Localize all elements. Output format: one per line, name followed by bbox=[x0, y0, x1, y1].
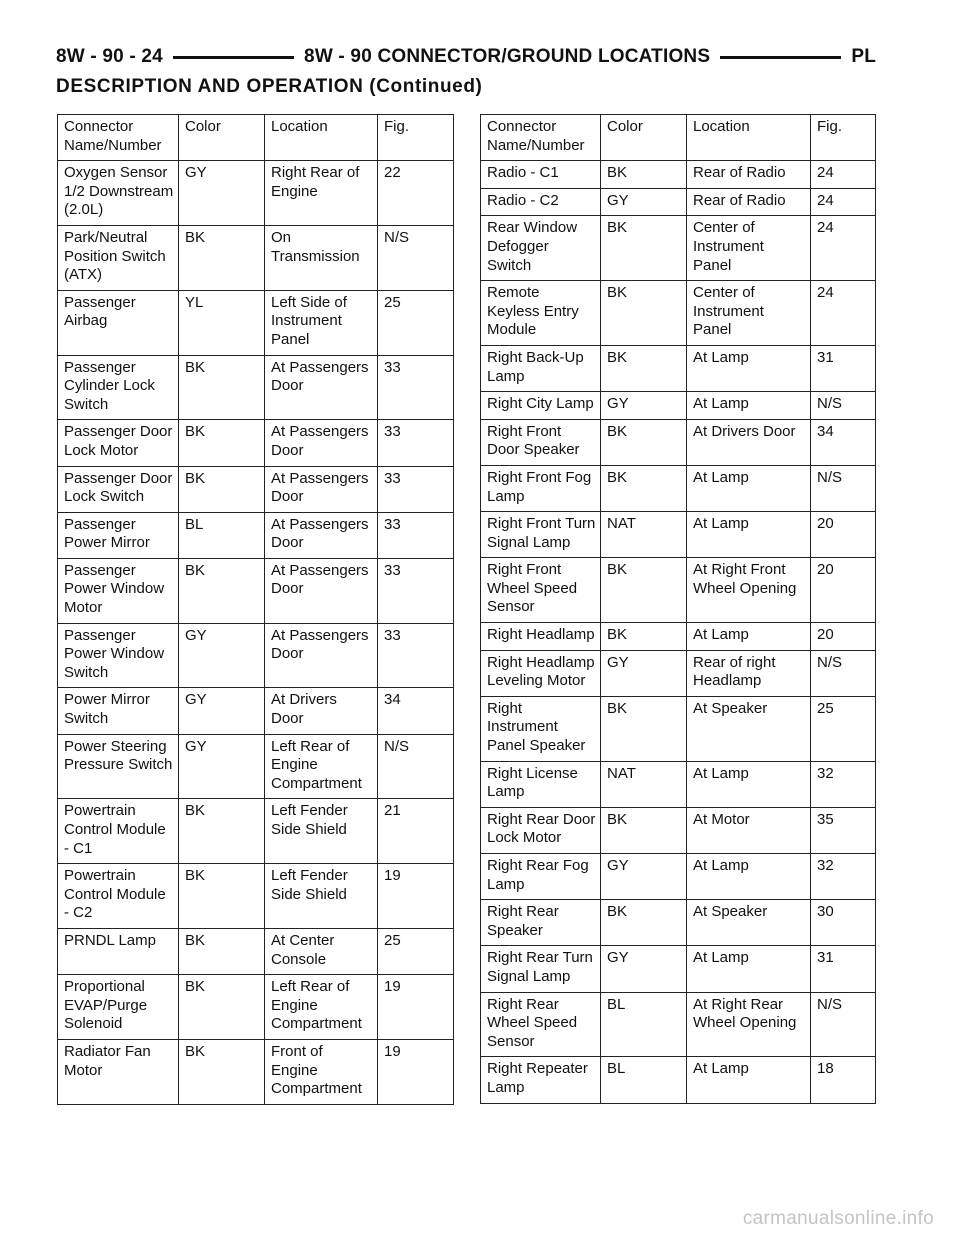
fig-cell: 31 bbox=[811, 946, 876, 992]
connector-table-left bbox=[57, 114, 454, 1105]
location-cell: At Lamp bbox=[687, 512, 811, 558]
color-cell: BL bbox=[179, 512, 265, 558]
location-cell: Left Rear of Engine Compartment bbox=[265, 734, 378, 799]
color-cell: BK bbox=[179, 864, 265, 929]
color-cell: GY bbox=[601, 650, 687, 696]
location-cell: At Right Front Wheel Opening bbox=[687, 558, 811, 623]
color-cell: BK bbox=[601, 807, 687, 853]
color-cell: GY bbox=[601, 392, 687, 420]
fig-cell: 33 bbox=[378, 355, 454, 420]
fig-cell: N/S bbox=[811, 650, 876, 696]
location-cell: At Drivers Door bbox=[687, 419, 811, 465]
connector-name-cell: Passenger Door Lock Motor bbox=[58, 420, 179, 466]
table-row bbox=[58, 161, 454, 226]
table-row bbox=[481, 392, 876, 420]
location-cell: At Lamp bbox=[687, 465, 811, 511]
table-row bbox=[58, 864, 454, 929]
connector-name-cell: Right Rear Wheel Speed Sensor bbox=[481, 992, 601, 1057]
color-cell: BK bbox=[179, 1039, 265, 1104]
connector-name-cell: Proportional EVAP/Purge Solenoid bbox=[58, 975, 179, 1040]
table-row bbox=[58, 466, 454, 512]
fig-cell: 18 bbox=[811, 1057, 876, 1103]
location-cell: At Passengers Door bbox=[265, 355, 378, 420]
page-ref: 8W - 90 - 24 bbox=[56, 46, 163, 67]
location-cell: At Passengers Door bbox=[265, 512, 378, 558]
fig-cell: 32 bbox=[811, 854, 876, 900]
fig-cell: 24 bbox=[811, 188, 876, 216]
fig-cell: N/S bbox=[811, 992, 876, 1057]
table-row bbox=[58, 355, 454, 420]
fig-cell: 19 bbox=[378, 975, 454, 1040]
location-cell: At Lamp bbox=[687, 854, 811, 900]
connector-table-right bbox=[480, 114, 876, 1104]
location-cell: At Motor bbox=[687, 807, 811, 853]
connector-name-cell: Right Back-Up Lamp bbox=[481, 345, 601, 391]
location-cell: Rear of Radio bbox=[687, 188, 811, 216]
fig-cell: 31 bbox=[811, 345, 876, 391]
location-cell: On Transmission bbox=[265, 225, 378, 290]
table-row bbox=[481, 345, 876, 391]
location-cell: Right Rear of Engine bbox=[265, 161, 378, 226]
connector-name-cell: Right Instrument Panel Speaker bbox=[481, 696, 601, 761]
column-header: Location bbox=[265, 115, 378, 161]
table-row bbox=[58, 975, 454, 1040]
connector-name-cell: Right Rear Turn Signal Lamp bbox=[481, 946, 601, 992]
table-row bbox=[481, 161, 876, 189]
table-row bbox=[58, 799, 454, 864]
color-cell: BK bbox=[179, 975, 265, 1040]
table-row bbox=[481, 188, 876, 216]
connector-name-cell: Right Front Turn Signal Lamp bbox=[481, 512, 601, 558]
connector-name-cell: Right Front Fog Lamp bbox=[481, 465, 601, 511]
color-cell: BK bbox=[179, 799, 265, 864]
connector-name-cell: Right Repeater Lamp bbox=[481, 1057, 601, 1103]
fig-cell: 24 bbox=[811, 216, 876, 281]
table-row bbox=[481, 900, 876, 946]
location-cell: Left Side of Instrument Panel bbox=[265, 290, 378, 355]
location-cell: Front of Engine Compartment bbox=[265, 1039, 378, 1104]
connector-name-cell: Passenger Power Window Switch bbox=[58, 623, 179, 688]
location-cell: At Center Console bbox=[265, 928, 378, 974]
connector-name-cell: Right Front Door Speaker bbox=[481, 419, 601, 465]
table-row bbox=[481, 650, 876, 696]
table-row bbox=[58, 512, 454, 558]
location-cell: Left Fender Side Shield bbox=[265, 799, 378, 864]
header-rule-left bbox=[173, 56, 294, 59]
connector-name-cell: Powertrain Control Module - C1 bbox=[58, 799, 179, 864]
fig-cell: N/S bbox=[811, 465, 876, 511]
connector-name-cell: Right License Lamp bbox=[481, 761, 601, 807]
color-cell: NAT bbox=[601, 512, 687, 558]
connector-name-cell: Park/Neutral Position Switch (ATX) bbox=[58, 225, 179, 290]
column-header: Fig. bbox=[811, 115, 876, 161]
table-row bbox=[58, 225, 454, 290]
fig-cell: 24 bbox=[811, 281, 876, 346]
location-cell: Rear of right Headlamp bbox=[687, 650, 811, 696]
table-row bbox=[481, 558, 876, 623]
fig-cell: 35 bbox=[811, 807, 876, 853]
table-header-row bbox=[58, 115, 454, 161]
color-cell: BK bbox=[601, 419, 687, 465]
fig-cell: 30 bbox=[811, 900, 876, 946]
color-cell: BK bbox=[179, 355, 265, 420]
table-row bbox=[58, 688, 454, 734]
location-cell: At Lamp bbox=[687, 761, 811, 807]
color-cell: BK bbox=[179, 420, 265, 466]
table-row bbox=[58, 1039, 454, 1104]
table-row bbox=[58, 290, 454, 355]
fig-cell: 20 bbox=[811, 512, 876, 558]
column-header: Fig. bbox=[378, 115, 454, 161]
fig-cell: 22 bbox=[378, 161, 454, 226]
connector-name-cell: PRNDL Lamp bbox=[58, 928, 179, 974]
column-header: Connector Name/Number bbox=[58, 115, 179, 161]
color-cell: BK bbox=[601, 900, 687, 946]
model-code: PL bbox=[851, 46, 877, 67]
fig-cell: 19 bbox=[378, 864, 454, 929]
location-cell: At Passengers Door bbox=[265, 466, 378, 512]
fig-cell: 34 bbox=[378, 688, 454, 734]
color-cell: BK bbox=[601, 558, 687, 623]
connector-name-cell: Right Rear Door Lock Motor bbox=[481, 807, 601, 853]
color-cell: GY bbox=[601, 188, 687, 216]
fig-cell: 24 bbox=[811, 161, 876, 189]
watermark: carmanualsonline.info bbox=[742, 1208, 934, 1229]
table-row bbox=[481, 854, 876, 900]
table-row bbox=[481, 992, 876, 1057]
table-row bbox=[58, 558, 454, 623]
color-cell: GY bbox=[179, 161, 265, 226]
connector-name-cell: Oxygen Sensor 1/2 Downstream (2.0L) bbox=[58, 161, 179, 226]
fig-cell: 25 bbox=[811, 696, 876, 761]
color-cell: YL bbox=[179, 290, 265, 355]
location-cell: At Right Rear Wheel Opening bbox=[687, 992, 811, 1057]
color-cell: GY bbox=[179, 623, 265, 688]
color-cell: GY bbox=[179, 688, 265, 734]
location-cell: At Lamp bbox=[687, 946, 811, 992]
fig-cell: 25 bbox=[378, 290, 454, 355]
connector-name-cell: Right Headlamp bbox=[481, 623, 601, 651]
column-header: Color bbox=[601, 115, 687, 161]
location-cell: Left Rear of Engine Compartment bbox=[265, 975, 378, 1040]
color-cell: BK bbox=[179, 466, 265, 512]
fig-cell: 25 bbox=[378, 928, 454, 974]
table-row bbox=[481, 1057, 876, 1103]
color-cell: BL bbox=[601, 1057, 687, 1103]
location-cell: At Lamp bbox=[687, 623, 811, 651]
connector-name-cell: Radio - C2 bbox=[481, 188, 601, 216]
location-cell: Left Fender Side Shield bbox=[265, 864, 378, 929]
fig-cell: 33 bbox=[378, 512, 454, 558]
connector-name-cell: Passenger Cylinder Lock Switch bbox=[58, 355, 179, 420]
color-cell: GY bbox=[179, 734, 265, 799]
color-cell: BK bbox=[601, 623, 687, 651]
table-row bbox=[481, 281, 876, 346]
table-row bbox=[481, 696, 876, 761]
connector-name-cell: Passenger Power Window Motor bbox=[58, 558, 179, 623]
location-cell: Center of Instrument Panel bbox=[687, 216, 811, 281]
fig-cell: 20 bbox=[811, 558, 876, 623]
table-row bbox=[58, 623, 454, 688]
fig-cell: 34 bbox=[811, 419, 876, 465]
table-row bbox=[481, 946, 876, 992]
location-cell: At Passengers Door bbox=[265, 420, 378, 466]
color-cell: BK bbox=[179, 558, 265, 623]
fig-cell: 33 bbox=[378, 466, 454, 512]
column-header: Location bbox=[687, 115, 811, 161]
location-cell: At Lamp bbox=[687, 345, 811, 391]
connector-name-cell: Radio - C1 bbox=[481, 161, 601, 189]
location-cell: Rear of Radio bbox=[687, 161, 811, 189]
connector-name-cell: Right City Lamp bbox=[481, 392, 601, 420]
table-row bbox=[481, 512, 876, 558]
location-cell: At Passengers Door bbox=[265, 558, 378, 623]
color-cell: BK bbox=[179, 928, 265, 974]
table-row bbox=[481, 419, 876, 465]
location-cell: At Speaker bbox=[687, 900, 811, 946]
location-cell: At Speaker bbox=[687, 696, 811, 761]
table-row bbox=[481, 761, 876, 807]
color-cell: BK bbox=[601, 696, 687, 761]
table-header-row bbox=[481, 115, 876, 161]
fig-cell: N/S bbox=[811, 392, 876, 420]
connector-name-cell: Passenger Airbag bbox=[58, 290, 179, 355]
color-cell: GY bbox=[601, 946, 687, 992]
connector-name-cell: Right Rear Fog Lamp bbox=[481, 854, 601, 900]
table-row bbox=[58, 928, 454, 974]
section-title: 8W - 90 CONNECTOR/GROUND LOCATIONS bbox=[304, 46, 711, 67]
fig-cell: 21 bbox=[378, 799, 454, 864]
section-subtitle: DESCRIPTION AND OPERATION (Continued) bbox=[56, 76, 483, 97]
fig-cell: 33 bbox=[378, 558, 454, 623]
column-header: Color bbox=[179, 115, 265, 161]
color-cell: GY bbox=[601, 854, 687, 900]
fig-cell: 32 bbox=[811, 761, 876, 807]
connector-name-cell: Power Steering Pressure Switch bbox=[58, 734, 179, 799]
table-row bbox=[481, 465, 876, 511]
color-cell: BK bbox=[601, 345, 687, 391]
fig-cell: N/S bbox=[378, 225, 454, 290]
connector-name-cell: Right Headlamp Leveling Motor bbox=[481, 650, 601, 696]
color-cell: BK bbox=[179, 225, 265, 290]
connector-name-cell: Remote Keyless Entry Module bbox=[481, 281, 601, 346]
connector-name-cell: Power Mirror Switch bbox=[58, 688, 179, 734]
fig-cell: 33 bbox=[378, 420, 454, 466]
color-cell: BL bbox=[601, 992, 687, 1057]
connector-name-cell: Passenger Door Lock Switch bbox=[58, 466, 179, 512]
color-cell: BK bbox=[601, 281, 687, 346]
fig-cell: 20 bbox=[811, 623, 876, 651]
connector-name-cell: Right Front Wheel Speed Sensor bbox=[481, 558, 601, 623]
table-row bbox=[58, 420, 454, 466]
location-cell: At Passengers Door bbox=[265, 623, 378, 688]
table-row bbox=[481, 623, 876, 651]
connector-name-cell: Radiator Fan Motor bbox=[58, 1039, 179, 1104]
column-header: Connector Name/Number bbox=[481, 115, 601, 161]
connector-name-cell: Rear Window Defogger Switch bbox=[481, 216, 601, 281]
header-rule-right bbox=[720, 56, 841, 59]
fig-cell: 33 bbox=[378, 623, 454, 688]
connector-name-cell: Passenger Power Mirror bbox=[58, 512, 179, 558]
page-header bbox=[56, 44, 876, 70]
location-cell: At Drivers Door bbox=[265, 688, 378, 734]
connector-name-cell: Powertrain Control Module - C2 bbox=[58, 864, 179, 929]
fig-cell: N/S bbox=[378, 734, 454, 799]
color-cell: NAT bbox=[601, 761, 687, 807]
connector-name-cell: Right Rear Speaker bbox=[481, 900, 601, 946]
fig-cell: 19 bbox=[378, 1039, 454, 1104]
table-row bbox=[481, 216, 876, 281]
location-cell: At Lamp bbox=[687, 392, 811, 420]
color-cell: BK bbox=[601, 161, 687, 189]
location-cell: Center of Instrument Panel bbox=[687, 281, 811, 346]
location-cell: At Lamp bbox=[687, 1057, 811, 1103]
color-cell: BK bbox=[601, 465, 687, 511]
color-cell: BK bbox=[601, 216, 687, 281]
table-row bbox=[58, 734, 454, 799]
table-row bbox=[481, 807, 876, 853]
